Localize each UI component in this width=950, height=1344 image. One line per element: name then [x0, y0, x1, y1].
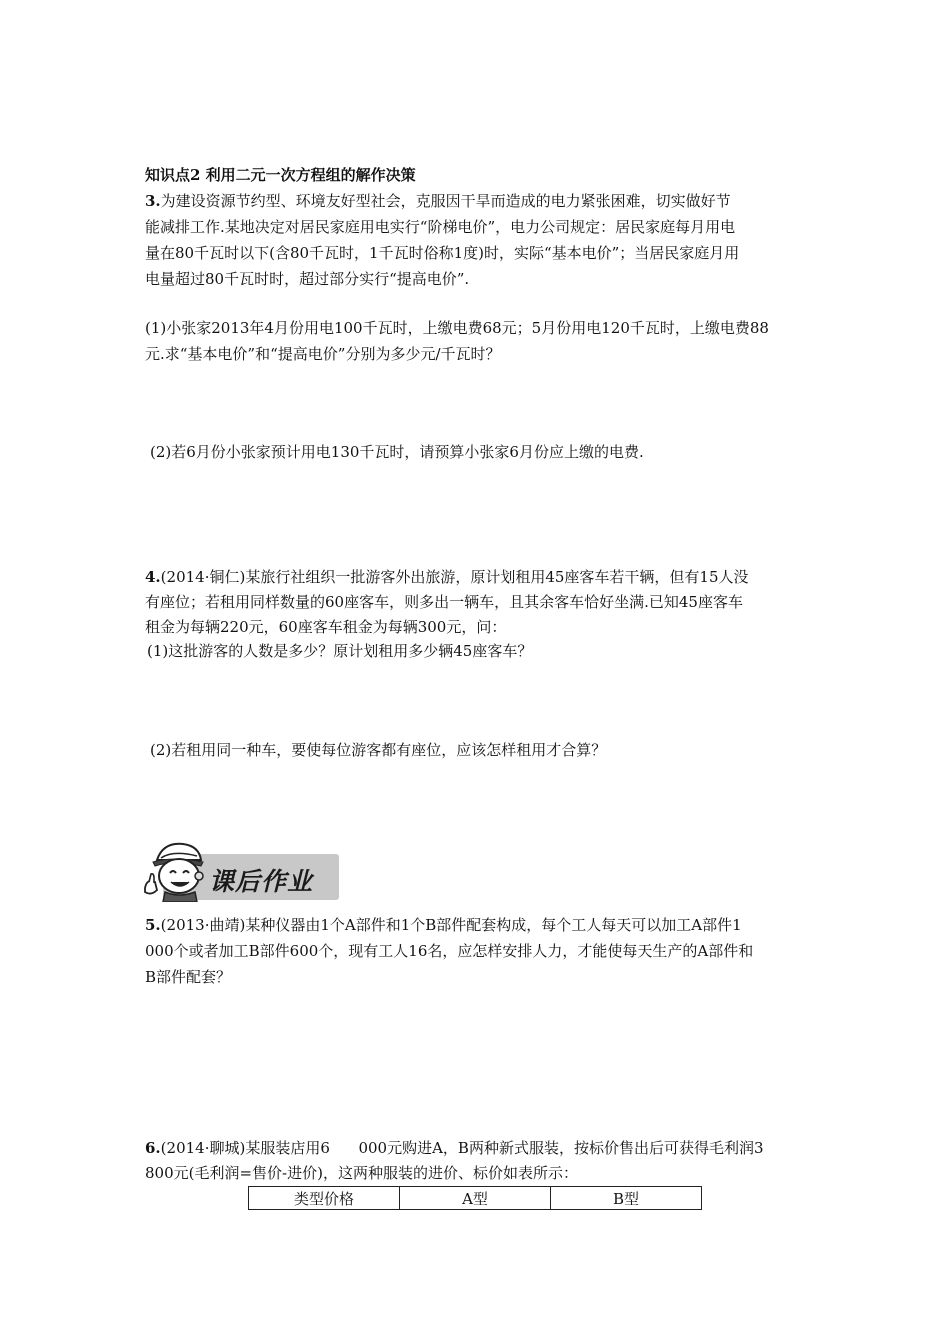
mascot-boy-icon	[143, 838, 215, 902]
table-header-row	[249, 1187, 702, 1210]
section-title: 知识点2 利用二元一次方程组的解作决策	[145, 166, 416, 184]
q3-part2: (2)若6月份小张家预计用电130千瓦时，请预算小张家6月份应上缴的电费.	[150, 443, 644, 461]
q4-number: 4.	[145, 568, 161, 586]
q4-line-2: 有座位；若租用同样数量的60座客车，则多出一辆车，且其余客车恰好坐满.已知45座客车	[145, 593, 743, 611]
table-header-cell: A型	[400, 1187, 551, 1210]
price-table	[248, 1186, 702, 1210]
q5-line-2: 000个或者加工B部件600个，现有工人16名，应怎样安排人力，才能使每天生产的A部件和	[145, 942, 754, 960]
banner-title: 课后作业	[209, 867, 314, 896]
q6-number: 6.	[145, 1139, 161, 1157]
q6-text-1: (2014·聊城)某服装店用6 000元购进A，B两种新式服装，按标价售出后可获得毛利润3	[160, 1139, 764, 1157]
q6-line-1	[145, 1138, 815, 1158]
homework-banner	[143, 838, 341, 902]
q3-line-4: 电量超过80千瓦时时，超过部分实行“提高电价”.	[145, 270, 470, 288]
q4-line-1	[145, 567, 815, 587]
q5-line-1	[145, 915, 815, 935]
q3-text-1: 为建设资源节约型、环境友好型社会，克服因干旱而造成的电力紧张困难，切实做好节	[160, 192, 731, 210]
q3-line-3: 量在80千瓦时以下(含80千瓦时，1千瓦时俗称1度)时，实际“基本电价”；当居民家庭月用	[145, 244, 740, 262]
q3-part1-line-1: (1)小张家2013年4月份用电100千瓦时，上缴电费68元；5月份用电120千瓦时，上缴电费88	[145, 319, 769, 337]
q3-line-2: 能减排工作.某地决定对居民家庭用电实行“阶梯电价”，电力公司规定：居民家庭每月用电	[145, 218, 736, 236]
q5-number: 5.	[145, 916, 161, 934]
q3-part1-line-2: 元.求“基本电价”和“提高电价”分别为多少元/千瓦时？	[145, 345, 501, 363]
table-header-cell: B型	[551, 1187, 702, 1210]
table-header-cell: 类型价格	[249, 1187, 400, 1210]
q4-text-1: (2014·铜仁)某旅行社组织一批游客外出旅游，原计划租用45座客车若干辆，但有15人没	[160, 568, 749, 586]
q4-part2: (2)若租用同一种车，要使每位游客都有座位，应该怎样租用才合算？	[150, 741, 607, 759]
q4-part1: (1)这批游客的人数是多少？原计划租用多少辆45座客车？	[147, 642, 533, 660]
q3-line-1	[145, 191, 815, 211]
q4-line-3: 租金为每辆220元，60座客车租金为每辆300元，问：	[145, 618, 507, 636]
q6-line-2: 800元(毛利润=售价-进价)，这两种服装的进价、标价如表所示：	[145, 1164, 578, 1182]
q3-number: 3.	[145, 192, 161, 210]
q5-line-3: B部件配套？	[145, 968, 232, 986]
q5-text-1: (2013·曲靖)某种仪器由1个A部件和1个B部件配套构成，每个工人每天可以加工A部件1	[160, 916, 742, 934]
